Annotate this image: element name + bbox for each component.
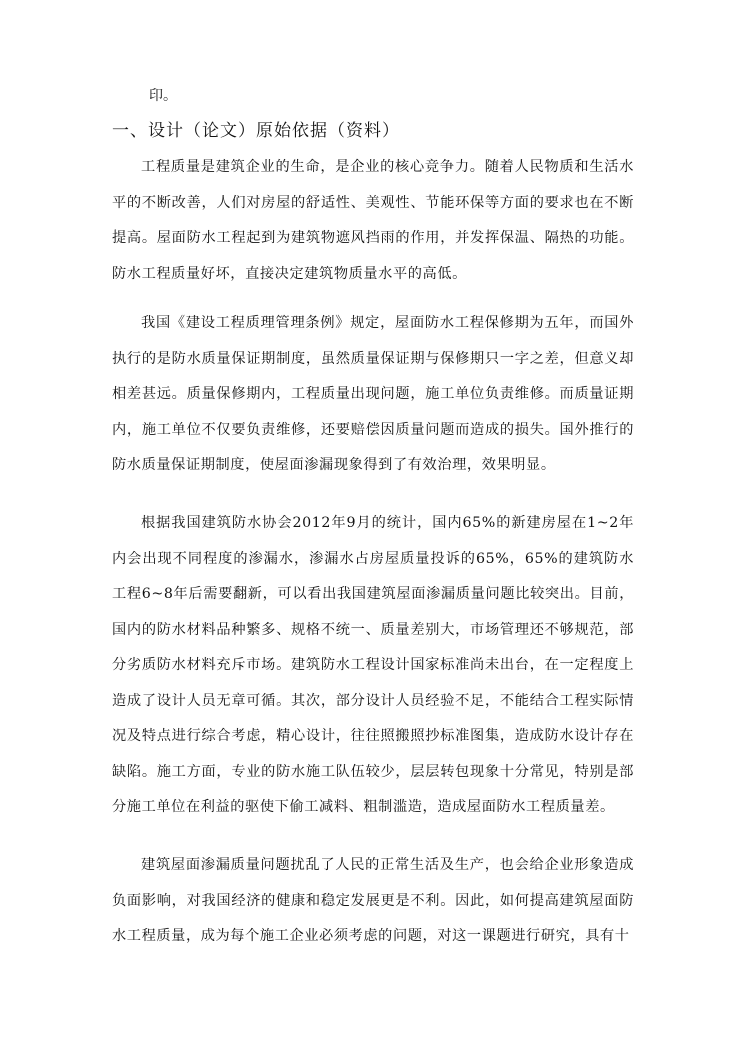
body-paragraph-3: 根据我国建筑防水协会2012年9月的统计，国内65%的新建房屋在1~2年内会出现不同程度的渗漏水，渗漏水占房屋质量投诉的65%，65%的建筑防水工程6~8年后需要翻新，可以看出我国建筑屋面渗漏质量问题比较突出。目前，国内的防水材料品种繁多、规格不统一、质量差别大，市场管理还不够规范，部分劣质防水材料充斥市场。建筑防水工程设计国家标准尚未出台，在一定程度上造成了设计人员无章可循。其次，部分设计人员经验不足，不能结合工程实际情况及特点进行综合考虑，精心设计，往往照搬照抄标准图集，造成防水设计存在缺陷。施工方面，专业的防水施工队伍较少，层层转包现象十分常见，特别是部分施工单位在利益的驱使下偷工减料、粗制滥造，造成屋面防水工程质量差。	[112, 515, 634, 815]
section-heading: 一、设计（论文）原始依据（资料）	[112, 121, 400, 141]
continuation-text: 印。	[149, 88, 177, 104]
body-paragraph-1: 工程质量是建筑企业的生命，是企业的核心竞争力。随着人民物质和生活水平的不断改善，人们对房屋的舒适性、美观性、节能环保等方面的要求也在不断提高。屋面防水工程起到为建筑物遮风挡雨的作用，并发挥保温、隔热的功能。防水工程质量好坏，直接决定建筑物质量水平的高低。	[112, 159, 634, 282]
body-paragraph-2: 我国《建设工程质理管理条例》规定，屋面防水工程保修期为五年，而国外执行的是防水质量保证期制度，虽然质量保证期与保修期只一字之差，但意义却相差甚远。质量保修期内，工程质量出现问题，施工单位负责维修。而质量证期内，施工单位不仅要负责维修，还要赔偿因质量问题而造成的损失。国外推行的防水质量保证期制度，使屋面渗漏现象得到了有效治理，效果明显。	[112, 315, 634, 473]
body-paragraph-4: 建筑屋面渗漏质量问题扰乱了人民的正常生活及生产，也会给企业形象造成负面影响，对我国经济的健康和稳定发展更是不利。因此，如何提高建筑屋面防水工程质量，成为每个施工企业必须考虑的问题，对这一课题进行研究，具有十	[112, 857, 634, 944]
